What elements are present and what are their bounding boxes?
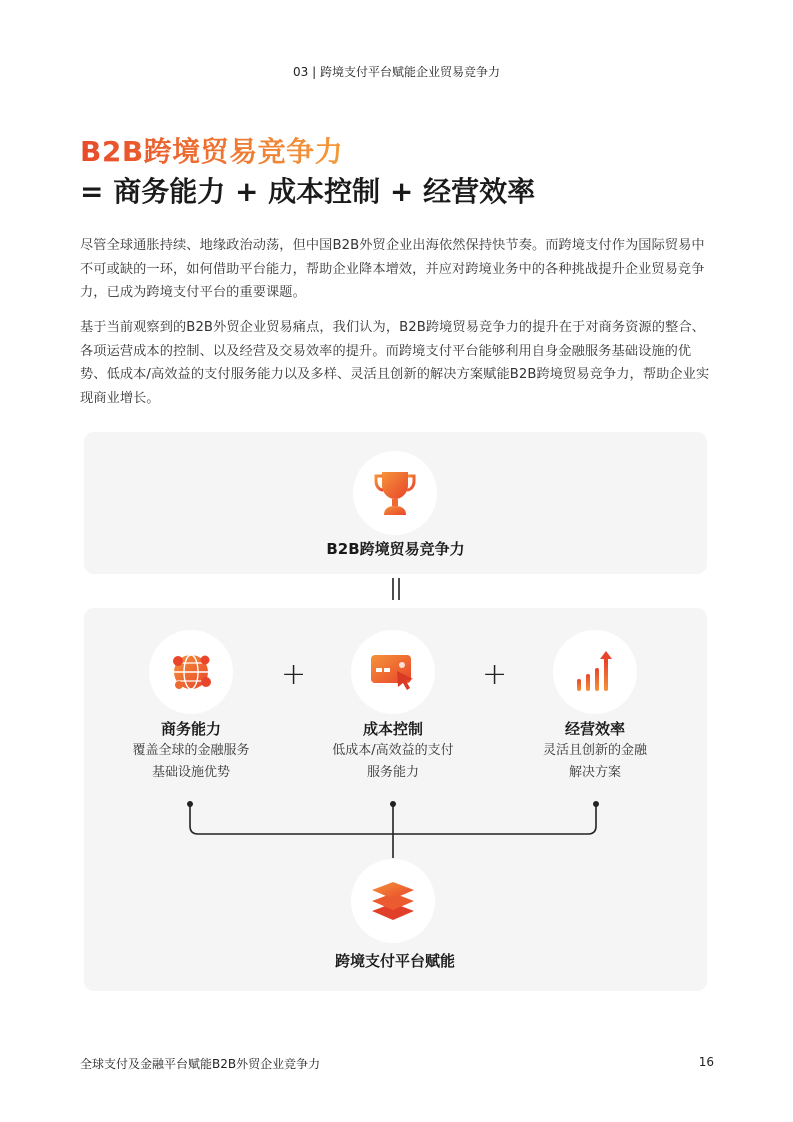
growth-chart-icon xyxy=(573,649,617,695)
payment-card-icon xyxy=(369,651,417,693)
body-paragraph-2: 基于当前观察到的B2B外贸企业贸易痛点，我们认为，B2B跨境贸易竞争力的提升在于对商务资源的整合、各项运营成本的控制、以及经营及交易效率的提升。而跨境支付平台能够利用自身金融服务基础设施的优势、低成本/高效益的支付服务能力以及多样、灵活且创新的解决方案赋能B2B跨境贸易竞争力，帮助企业实现商业增长。 xyxy=(80,320,710,406)
cost-control-desc-2: 服务能力 xyxy=(366,765,419,780)
bracket-connector xyxy=(84,798,707,858)
business-capability-title: 商务能力 xyxy=(160,720,221,738)
footer-title: 全球支付及金融平台赋能B2B外贸企业竞争力 xyxy=(80,1057,321,1071)
layers-icon xyxy=(370,879,416,923)
competitiveness-panel xyxy=(84,432,707,574)
running-header: 03 | 跨境支付平台赋能企业贸易竞争力 xyxy=(293,65,500,79)
competitiveness-label: B2B跨境贸易竞争力 xyxy=(326,540,465,558)
business-capability-desc-1: 覆盖全球的金融服务 xyxy=(132,743,250,758)
cost-control-title: 成本控制 xyxy=(362,720,423,738)
plus-sign-1: + xyxy=(281,657,307,692)
trophy-icon xyxy=(373,469,417,517)
globe-network-icon xyxy=(168,649,214,695)
page-number: 16 xyxy=(698,1055,714,1069)
operating-efficiency-desc-1: 灵活且创新的金融 xyxy=(542,743,647,758)
page-subtitle-formula: = 商务能力 + 成本控制 + 经营效率 xyxy=(80,175,536,208)
platform-icon-circle xyxy=(351,859,435,943)
platform-label: 跨境支付平台赋能 xyxy=(334,952,455,970)
operating-efficiency-desc-2: 解决方案 xyxy=(568,765,621,780)
business-capability-desc-2: 基础设施优势 xyxy=(151,765,230,780)
operating-efficiency-icon-circle xyxy=(553,630,637,714)
operating-efficiency-title: 经营效率 xyxy=(564,720,625,738)
cost-control-desc-1: 低成本/高效益的支付 xyxy=(332,743,454,758)
plus-sign-2: + xyxy=(482,657,508,692)
cost-control-icon-circle xyxy=(351,630,435,714)
page-title: B2B跨境贸易竞争力 xyxy=(80,130,343,170)
equals-connector xyxy=(388,577,404,601)
business-capability-icon-circle xyxy=(149,630,233,714)
body-paragraph-1: 尽管全球通胀持续、地缘政治动荡，但中国B2B外贸企业出海依然保持快节奏。而跨境支付作为国际贸易中不可或缺的一环，如何借助平台能力，帮助企业降本增效，并应对跨境业务中的各种挑战提升企业贸易竞争力，已成为跨境支付平台的重要课题。 xyxy=(80,238,705,300)
components-panel xyxy=(84,608,707,991)
trophy-icon-circle xyxy=(353,451,437,535)
